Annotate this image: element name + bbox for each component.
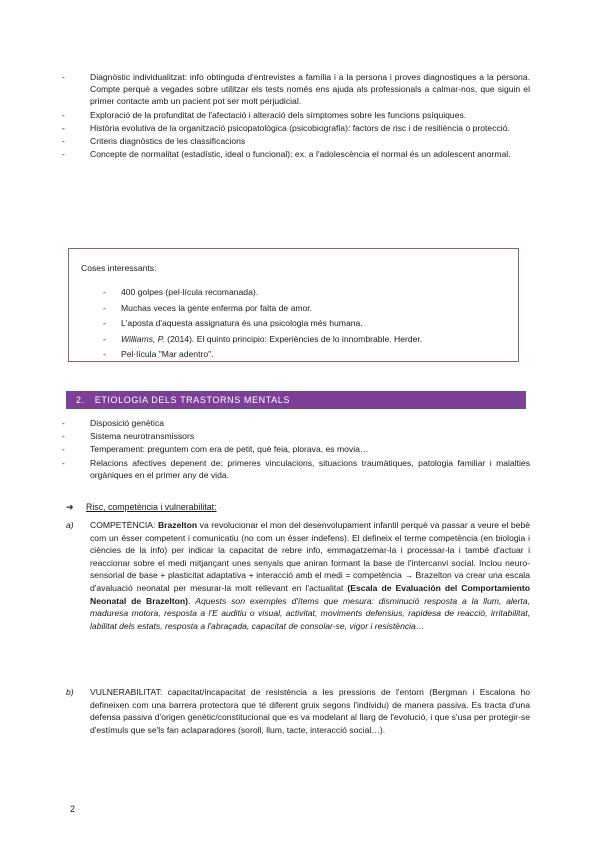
- list-item: - Història evolutiva de la organització psicopatològica (psicobiografia): factors de risc i de resiliència o protecció.: [62, 122, 510, 133]
- list-item: - Sistema neurotransmissors: [62, 431, 195, 442]
- item-label: b): [66, 687, 74, 697]
- paragraph-vulnerability: [66, 686, 530, 736]
- section-number: 2.: [76, 395, 85, 405]
- list-item: - Concepte de normalitat (estadístic, ideal o funcional): ex. a l'adolescència el normal és un adolescent anormal.: [62, 149, 511, 160]
- box-item: - Muchas veces la gente enferma por falta de amor.: [103, 302, 313, 313]
- page-number: 2: [70, 804, 76, 814]
- box-item: - 400 golpes (pel·lícula recomanada).: [103, 287, 259, 297]
- box-title: Coses interessants:: [81, 263, 157, 273]
- list-item: - Disposició genètica: [62, 418, 165, 428]
- paragraph-competence: [66, 519, 530, 632]
- list-item: - Criteris diagnòstics de les classificacions: [62, 136, 246, 147]
- top-bullet-list: [62, 71, 530, 161]
- paragraph-body: COMPETÈNCIA: Brazelton va revolucionar el mon del desenvolupament infantil perquè va passar a veure el bebè com un ésser competent i comunicatiu (no com un ésser indefens). El defineix el terme competència (en biologia i ciències de la info) per indicar la capacitat de rebre info, emmagatzemar-la i processar-la i també d'actuar i reaccionar sobre el medi mitjançant unes senyals que aniran formant la base de l'intercanvi social. Inclou neuro-sensorial de base + plasticitat adaptativa + interacció amb el medi = competència → Brazelton va crear una escala d'avaluació neonatal per mesurar-la molt rellevant en l'actualitat (Escala de Evaluación del Comportamiento Neonatal de Brazelton). Aquests son exemples d'ítems que mesura: disminució resposta a la llum, alerta, maduresa motora, resposta a l'E auditiu o visual, activitat, moviments defensius, rapidesa de reacció, irritabilitat, labilitat dels estats, resposta a l'abraçada, capacitat de consolar-se, vigor i resistència…: [90, 520, 530, 631]
- arrow-right-icon: ➔: [66, 502, 74, 512]
- paragraph-body: VULNERABILITAT: capacitat/incapacitat de resistència a les pressions de l'entorn (Bergman i Escalona ho defineixen com una barrera protectora que té diferent gruix segons l'individu) de manera passiva. Es tracta d'una defensa passiva d'origen genètic/constitucional que es va modelant al llarg de l'evolució, i que s'usa per protegir-se d'estímuls que se'ls fan aclaparadores (soroll, llum, tacte, interacció social…).: [90, 687, 530, 735]
- section-title: ETIOLOGIA DELS TRASTORNS MENTALS: [94, 395, 290, 405]
- list-item: - Temperament: preguntem com era de petit, què feia, plorava, es movia…: [62, 444, 369, 455]
- item-label: a): [66, 520, 74, 530]
- subheading-text: Risc, competència i vulnerabilitat:: [86, 502, 217, 512]
- box-list: [103, 285, 503, 363]
- box-item: - L'aposta d'aquesta assignatura és una psicologia més humana.: [103, 318, 363, 329]
- box-item: - Pel·lícula "Mar adentro".: [103, 349, 214, 360]
- list-item: - Diagnòstic individualitzat: info obtinguda d'entrevistes a família i a la persona i proves diagnostiques a la persona. Compte perquè a vegades sobre utilitzar els tests només ens ajuda als professionals a calmar-nos, que siguin el primer contacte amb un pacient pot ser molt perjudicial.: [62, 72, 530, 107]
- section-heading: [66, 391, 526, 409]
- list-item: - Exploració de la profunditat de l'afectació i alteració dels símptomes sobre les funcions psíquiques.: [62, 109, 467, 120]
- subheading: [66, 502, 217, 513]
- etiology-bullet-list: [62, 417, 530, 482]
- list-item: - Relacions afectives depenent de: primeres vinculacions, situacions traumàtiques, patologia familiar i malalties orgàniques en el primer any de vida.: [62, 457, 530, 480]
- interesting-things-box: [68, 248, 519, 362]
- box-item: - Williams, P. (2014). El quinto principio: Experiències de lo innombrable. Herder.: [103, 333, 423, 344]
